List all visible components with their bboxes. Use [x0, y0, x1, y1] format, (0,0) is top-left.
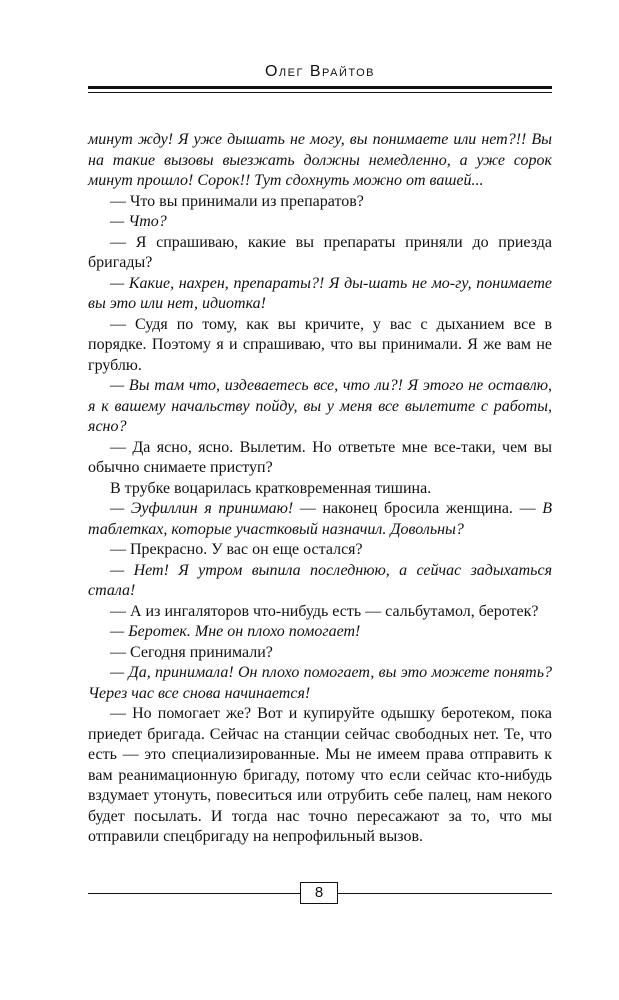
running-header-author: Олег Врайтов — [264, 63, 376, 80]
text-run: — Я спрашиваю, какие вы препараты приняли до приезда бригады? — [88, 233, 552, 271]
text-run: — Сегодня принимали? — [110, 643, 273, 661]
text-run: — Да ясно, ясно. Вылетим. Но ответьте мне все-таки, чем вы обычно снимаете приступ? — [88, 438, 552, 476]
text-run: — А из ингаляторов что-нибудь есть — сальбутамол, беротек? — [110, 602, 539, 620]
paragraph — [88, 499, 552, 540]
paragraph — [88, 212, 552, 233]
speech-italic: — Эуфиллин я принимаю! — [110, 500, 294, 517]
paragraph — [88, 233, 552, 274]
text-run: — Что вы принимали из препаратов? — [110, 192, 364, 210]
page-number: 8 — [300, 882, 338, 904]
speech-italic: минут жду! Я уже дышать не могу, вы понимаете или нет?!! Вы на такие вызовы выезжать должны немедленно, а уже сорок минут прошло! Сорок!! Тут сдохнуть можно от вашей... — [88, 131, 552, 189]
paragraph — [88, 438, 552, 479]
page-number-rule-right — [338, 893, 552, 894]
paragraph — [88, 479, 552, 500]
paragraph — [88, 376, 552, 438]
speech-italic: — Беротек. Мне он плохо помогает! — [110, 623, 361, 640]
page-number-rule-left — [88, 893, 300, 894]
running-header — [88, 62, 552, 82]
speech-italic: — Да, принимала! Он плохо помогает, вы это можете понять? Через час все снова начинается! — [88, 664, 552, 702]
paragraph — [88, 130, 552, 192]
speech-italic: — Нет! Я утром выпила последнюю, а сейчас задыхаться стала! — [88, 561, 552, 599]
paragraph — [88, 561, 552, 602]
paragraph — [88, 643, 552, 664]
paragraph — [88, 704, 552, 848]
body-text — [88, 130, 552, 848]
paragraph — [88, 540, 552, 561]
paragraph — [88, 274, 552, 315]
text-run: — наконец бросила женщина. — — [293, 500, 543, 517]
text-run: — Но помогает же? Вот и купируйте одышку беротеком, пока приедет бригада. Сейчас на станции сейчас свободных нет. Те, что есть — это специализированные. Мы не имеем права отправить к вам реанимационную бригаду, потому что если сейчас кто-нибудь вздумает утонуть, повеситься или отрубить себе палец, нам некого будет посылать. И тогда нас точно пересажают за то, что мы отправили спецбригаду на непрофильный вызов. — [88, 705, 552, 845]
speech-italic: В таблетках, которые участковый назначил. Довольны? — [88, 500, 552, 538]
speech-italic: — Вы там что, издеваетесь все, что ли?! Я этого не оставлю, я к вашему начальству пойду, вы у меня все вылетите с работы, ясно? — [88, 377, 552, 435]
paragraph — [88, 663, 552, 704]
paragraph — [88, 315, 552, 377]
text-run: В трубке воцарилась кратковременная тишина. — [110, 479, 432, 497]
text-run: — Судя по тому, как вы кричите, у вас с дыханием все в порядке. Поэтому я и спрашиваю, что вы принимали. Я же вам не грублю. — [88, 315, 552, 374]
header-rule-thick — [88, 86, 552, 89]
paragraph — [88, 192, 552, 213]
paragraph — [88, 622, 552, 643]
text-run: — Прекрасно. У вас он еще остался? — [110, 541, 363, 558]
header-rule-thin — [88, 92, 552, 93]
speech-italic: — Что? — [110, 213, 167, 230]
speech-italic: — Какие, нахрен, препараты?! Я ды-шать не мо-гу, понимаете вы это или нет, идиотка! — [88, 274, 552, 312]
paragraph — [88, 602, 552, 623]
